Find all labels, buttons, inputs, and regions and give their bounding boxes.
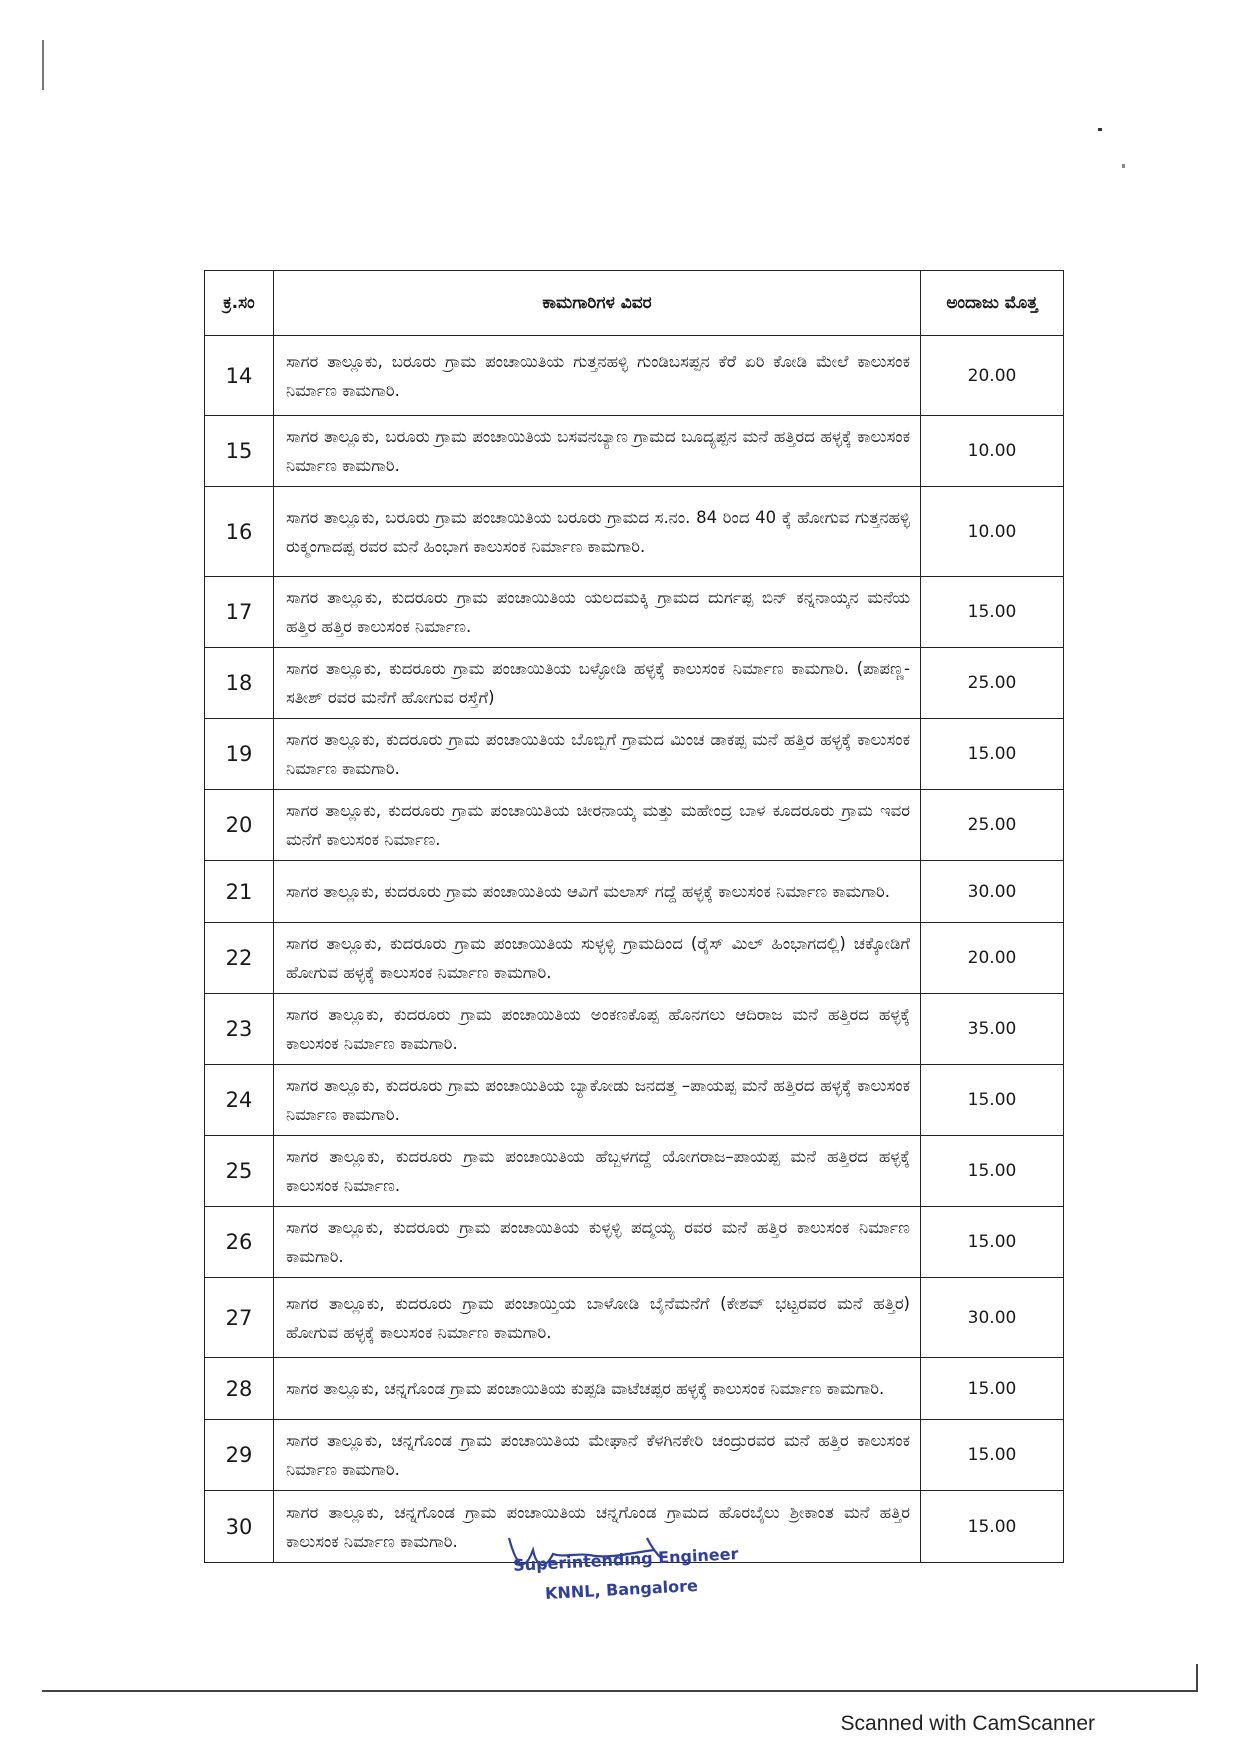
works-table [204, 270, 1064, 1563]
scan-speck [1122, 164, 1125, 168]
row-amount: 15.00 [921, 1207, 1064, 1278]
table-row [205, 923, 1064, 994]
row-amount: 15.00 [921, 1491, 1064, 1563]
scan-edge-mark [42, 40, 44, 90]
row-serial: 16 [205, 487, 274, 577]
row-description: ಸಾಗರ ತಾಲ್ಲೂಕು, ಕುದರೂರು ಗ್ರಾಮ ಪಂಚಾಯಿತಿಯ ಆವಿಗೆ ಮಲಾಸ್ ಗದ್ದೆ ಹಳ್ಳಕ್ಕೆ ಕಾಲುಸಂಕ ನಿರ್ಮಾಣ ಕಾಮಗಾರಿ. [274, 861, 921, 923]
row-description: ಸಾಗರ ತಾಲ್ಲೂಕು, ಕುದರೂರು ಗ್ರಾಮ ಪಂಚಾಯಿತಿಯ ಬೊಬ್ಬಿಗೆ ಗ್ರಾಮದ ಮಿಂಚ ಡಾಕಪ್ಪ ಮನೆ ಹತ್ತಿರ ಹಳ್ಳಕ್ಕೆ ಕಾಲುಸಂಕ ನಿರ್ಮಾಣ ಕಾಮಗಾರಿ. [274, 719, 921, 790]
row-amount: 20.00 [921, 923, 1064, 994]
row-amount: 15.00 [921, 719, 1064, 790]
row-amount: 15.00 [921, 1136, 1064, 1207]
row-serial: 25 [205, 1136, 274, 1207]
row-serial: 18 [205, 648, 274, 719]
table-row [205, 994, 1064, 1065]
row-description: ಸಾಗರ ತಾಲ್ಲೂಕು, ಚನ್ನಗೊಂಡ ಗ್ರಾಮ ಪಂಚಾಯಿತಿಯ ಚನ್ನಗೊಂಡ ಗ್ರಾಮದ ಹೊರಬೈಲು ಶ್ರೀಕಾಂತ ಮನೆ ಹತ್ತಿರ ಕಾಲುಸಂಕ ನಿರ್ಮಾಣ ಕಾಮಗಾರಿ. [274, 1491, 921, 1563]
row-description: ಸಾಗರ ತಾಲ್ಲೂಕು, ಬರೂರು ಗ್ರಾಮ ಪಂಚಾಯಿತಿಯ ಬಸವನಬ್ಯಾಣ ಗ್ರಾಮದ ಬೂದ್ಯಪ್ಪನ ಮನೆ ಹತ್ತಿರದ ಹಳ್ಳಕ್ಕೆ ಕಾಲುಸಂಕ ನಿರ್ಮಾಣ ಕಾಮಗಾರಿ. [274, 416, 921, 487]
row-serial: 23 [205, 994, 274, 1065]
row-serial: 19 [205, 719, 274, 790]
row-amount: 15.00 [921, 577, 1064, 648]
table-header-row [205, 271, 1064, 336]
scan-speck [1098, 128, 1102, 131]
row-serial: 27 [205, 1278, 274, 1358]
table-row [205, 487, 1064, 577]
row-amount: 15.00 [921, 1420, 1064, 1491]
table-row [205, 1207, 1064, 1278]
table-row [205, 861, 1064, 923]
row-serial: 30 [205, 1491, 274, 1563]
row-serial: 29 [205, 1420, 274, 1491]
row-amount: 20.00 [921, 336, 1064, 416]
row-amount: 10.00 [921, 416, 1064, 487]
table-row [205, 1065, 1064, 1136]
row-description: ಸಾಗರ ತಾಲ್ಲೂಕು, ಚನ್ನಗೊಂಡ ಗ್ರಾಮ ಪಂಚಾಯಿತಿಯ ಮೇಘಾನೆ ಕೆಳಗಿನಕೇರಿ ಚಂದ್ರುರವರ ಮನೆ ಹತ್ತಿರ ಕಾಲುಸಂಕ ನಿರ್ಮಾಣ ಕಾಮಗಾರಿ. [274, 1420, 921, 1491]
table-row [205, 790, 1064, 861]
table-row [205, 1420, 1064, 1491]
table-row [205, 648, 1064, 719]
header-amount: ಅಂದಾಜು ಮೊತ್ತ [921, 271, 1064, 336]
row-description: ಸಾಗರ ತಾಲ್ಲೂಕು, ಕುದರೂರು ಗ್ರಾಮ ಪಂಚಾಯಿತಿಯ ಯಲದಮಕ್ಕಿ ಗ್ರಾಮದ ದುರ್ಗಪ್ಪ ಬಿನ್ ಕನ್ನನಾಯ್ಕನ ಮನೆಯ ಹತ್ತಿರ ಹತ್ತಿರ ಕಾಲುಸಂಕ ನಿರ್ಮಾಣ. [274, 577, 921, 648]
scan-corner-edge [1196, 1664, 1198, 1692]
row-description: ಸಾಗರ ತಾಲ್ಲೂಕು, ಕುದರೂರು ಗ್ರಾಮ ಪಂಚಾಯಿತಿಯ ಬ್ಯಾಕೋಡು ಜನದತ್ತ –ಪಾಯಪ್ಪ ಮನೆ ಹತ್ತಿರದ ಹಳ್ಳಕ್ಕೆ ಕಾಲುಸಂಕ ನಿರ್ಮಾಣ ಕಾಮಗಾರಿ. [274, 1065, 921, 1136]
row-amount: 25.00 [921, 648, 1064, 719]
header-serial: ಕ್ರ.ಸಂ [205, 271, 274, 336]
row-amount: 15.00 [921, 1065, 1064, 1136]
table-row [205, 416, 1064, 487]
row-serial: 22 [205, 923, 274, 994]
camscanner-watermark: Scanned with CamScanner [840, 1712, 1095, 1735]
row-description: ಸಾಗರ ತಾಲ್ಲೂಕು, ಚನ್ನಗೊಂಡ ಗ್ರಾಮ ಪಂಚಾಯಿತಿಯ ಕುಪ್ಪಡಿ ವಾಟೆಚಪ್ಪರ ಹಳ್ಳಕ್ಕೆ ಕಾಲುಸಂಕ ನಿರ್ಮಾಣ ಕಾಮಗಾರಿ. [274, 1358, 921, 1420]
row-serial: 15 [205, 416, 274, 487]
row-serial: 20 [205, 790, 274, 861]
row-serial: 26 [205, 1207, 274, 1278]
row-amount: 30.00 [921, 1278, 1064, 1358]
row-amount: 25.00 [921, 790, 1064, 861]
row-description: ಸಾಗರ ತಾಲ್ಲೂಕು, ಕುದರೂರು ಗ್ರಾಮ ಪಂಚಾಯಿತಿಯ ಹೆಬ್ಬಳಗದ್ದೆ ಯೋಗರಾಜ–ಪಾಯಪ್ಪ ಮನೆ ಹತ್ತಿರದ ಹಳ್ಳಕ್ಕೆ ಕಾಲುಸಂಕ ನಿರ್ಮಾಣ. [274, 1136, 921, 1207]
row-description: ಸಾಗರ ತಾಲ್ಲೂಕು, ಕುದರೂರು ಗ್ರಾಮ ಪಂಚಾಯಿತಿಯ ಸುಳ್ಳಳ್ಳಿ ಗ್ರಾಮದಿಂದ (ರೈಸ್ ಮಿಲ್ ಹಿಂಭಾಗದಲ್ಲಿ) ಚಕ್ಕೋಡಿಗೆ ಹೋಗುವ ಹಳ್ಳಕ್ಕೆ ಕಾಲುಸಂಕ ನಿರ್ಮಾಣ ಕಾಮಗಾರಿ. [274, 923, 921, 994]
scan-bottom-edge [42, 1690, 1198, 1692]
stamp-office: KNNL, Bangalore [544, 1576, 699, 1603]
table-row [205, 1358, 1064, 1420]
row-serial: 17 [205, 577, 274, 648]
signature-stamp [505, 1528, 739, 1608]
table-row [205, 577, 1064, 648]
header-description: ಕಾಮಗಾರಿಗಳ ವಿವರ [274, 271, 921, 336]
row-amount: 30.00 [921, 861, 1064, 923]
stamp-title: Superintending Engineer [512, 1544, 739, 1575]
row-serial: 14 [205, 336, 274, 416]
row-description: ಸಾಗರ ತಾಲ್ಲೂಕು, ಕುದರೂರು ಗ್ರಾಮ ಪಂಚಾಯಿತಿಯ ಚೀರನಾಯ್ಕ ಮತ್ತು ಮಹೇಂದ್ರ ಬಾಳ ಕೂದರೂರು ಗ್ರಾಮ ಇವರ ಮನೆಗೆ ಕಾಲುಸಂಕ ನಿರ್ಮಾಣ. [274, 790, 921, 861]
row-amount: 15.00 [921, 1358, 1064, 1420]
table-body [205, 336, 1064, 1563]
row-description: ಸಾಗರ ತಾಲ್ಲೂಕು, ಕುದರೂರು ಗ್ರಾಮ ಪಂಚಾಯಿತಿಯ ಅಂಕಣಕೊಪ್ಪ ಹೊನಗಲು ಆದಿರಾಜ ಮನೆ ಹತ್ತಿರದ ಹಳ್ಳಕ್ಕೆ ಕಾಲುಸಂಕ ನಿರ್ಮಾಣ ಕಾಮಗಾರಿ. [274, 994, 921, 1065]
table-row [205, 719, 1064, 790]
row-serial: 21 [205, 861, 274, 923]
row-description: ಸಾಗರ ತಾಲ್ಲೂಕು, ಕುದರೂರು ಗ್ರಾಮ ಪಂಚಾಯಿತಿಯ ಬಳ್ಳೋಡಿ ಹಳ್ಳಕ್ಕೆ ಕಾಲುಸಂಕ ನಿರ್ಮಾಣ ಕಾಮಗಾರಿ. (ಪಾಪಣ್ಣ-ಸತೀಶ್ ರವರ ಮನೆಗೆ ಹೋಗುವ ರಸ್ತೆಗೆ) [274, 648, 921, 719]
table-row [205, 336, 1064, 416]
table-row [205, 1278, 1064, 1358]
table-row [205, 1136, 1064, 1207]
row-serial: 24 [205, 1065, 274, 1136]
row-description: ಸಾಗರ ತಾಲ್ಲೂಕು, ಬರೂರು ಗ್ರಾಮ ಪಂಚಾಯಿತಿಯ ಗುತ್ತನಹಳ್ಳಿ ಗುಂಡಿಬಸಪ್ಪನ ಕೆರೆ ಏರಿ ಕೋಡಿ ಮೇಲೆ ಕಾಲುಸಂಕ ನಿರ್ಮಾಣ ಕಾಮಗಾರಿ. [274, 336, 921, 416]
row-description: ಸಾಗರ ತಾಲ್ಲೂಕು, ಕುದರೂರು ಗ್ರಾಮ ಪಂಚಾಯ್ತಿಯ ಬಾಳೋಡಿ ಬೈನೆಮನೆಗೆ (ಕೇಶವ್ ಭಟ್ಟರವರ ಮನೆ ಹತ್ತಿರ) ಹೋಗುವ ಹಳ್ಳಕ್ಕೆ ಕಾಲುಸಂಕ ನಿರ್ಮಾಣ ಕಾಮಗಾರಿ. [274, 1278, 921, 1358]
row-serial: 28 [205, 1358, 274, 1420]
row-description: ಸಾಗರ ತಾಲ್ಲೂಕು, ಕುದರೂರು ಗ್ರಾಮ ಪಂಚಾಯಿತಿಯ ಕುಳ್ಳಳ್ಳಿ ಪದ್ಮಯ್ಯ ರವರ ಮನೆ ಹತ್ತಿರ ಕಾಲುಸಂಕ ನಿರ್ಮಾಣ ಕಾಮಗಾರಿ. [274, 1207, 921, 1278]
row-description: ಸಾಗರ ತಾಲ್ಲೂಕು, ಬರೂರು ಗ್ರಾಮ ಪಂಚಾಯಿತಿಯ ಬರೂರು ಗ್ರಾಮದ ಸ.ನಂ. 84 ರಿಂದ 40 ಕ್ಕೆ ಹೋಗುವ ಗುತ್ತನಹಳ್ಳಿ ರುಕ್ಮಂಗಾದಪ್ಪ ರವರ ಮನೆ ಹಿಂಭಾಗ ಕಾಲುಸಂಕ ನಿರ್ಮಾಣ ಕಾಮಗಾರಿ. [274, 487, 921, 577]
row-amount: 10.00 [921, 487, 1064, 577]
row-amount: 35.00 [921, 994, 1064, 1065]
